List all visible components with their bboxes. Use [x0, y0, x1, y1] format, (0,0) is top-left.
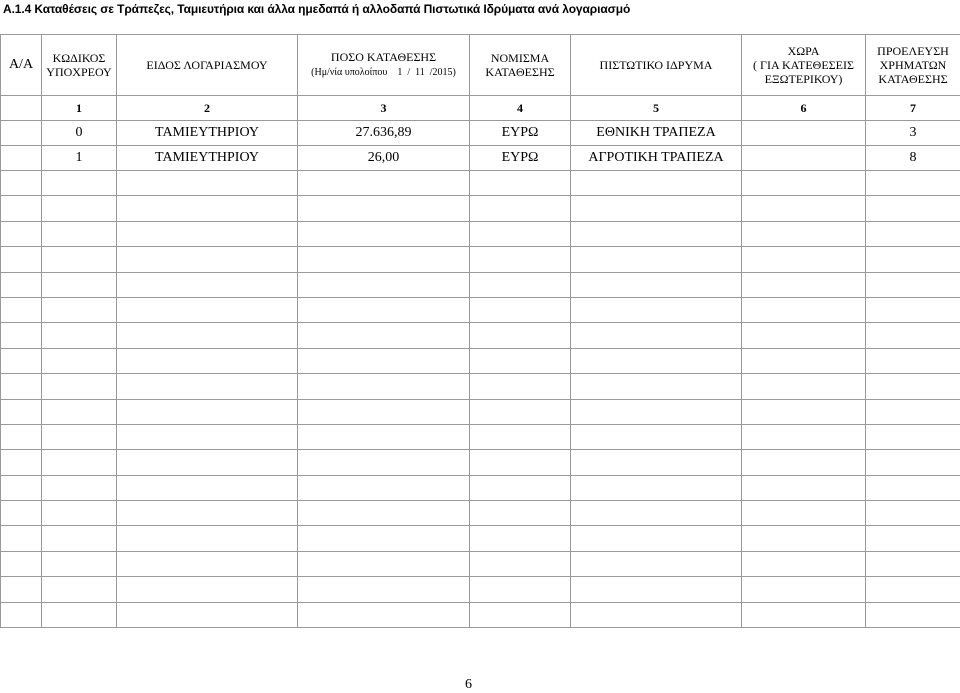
empty-cell: [742, 501, 866, 526]
empty-cell: [117, 297, 298, 322]
column-number: 3: [298, 96, 470, 121]
empty-cell: [117, 399, 298, 424]
cell-aa: [1, 121, 42, 146]
empty-cell: [42, 374, 117, 399]
empty-cell: [866, 450, 960, 475]
empty-table-row: [1, 450, 960, 475]
empty-cell: [42, 551, 117, 576]
empty-cell: [866, 526, 960, 551]
empty-cell: [1, 221, 42, 246]
empty-cell: [298, 196, 470, 221]
empty-cell: [1, 526, 42, 551]
empty-cell: [571, 247, 742, 272]
empty-table-row: [1, 247, 960, 272]
empty-cell: [742, 577, 866, 602]
empty-cell: [571, 424, 742, 449]
empty-cell: [742, 602, 866, 627]
header-currency-line1: ΝΟΜΙΣΜΑ: [491, 51, 549, 65]
empty-cell: [571, 323, 742, 348]
empty-table-row: [1, 399, 960, 424]
column-number: 2: [117, 96, 298, 121]
header-row: [1, 35, 960, 96]
empty-cell: [470, 501, 571, 526]
empty-cell: [117, 247, 298, 272]
empty-cell: [1, 475, 42, 500]
header-amount-line1: ΠΟΣΟ ΚΑΤΑΘΕΣΗΣ: [331, 50, 436, 64]
header-origin-line1: ΠΡΟΕΛΕΥΣΗ: [877, 44, 949, 58]
empty-cell: [470, 526, 571, 551]
header-currency-line2: ΚΑΤΑΘΕΣΗΣ: [485, 65, 554, 79]
empty-table-row: [1, 602, 960, 627]
empty-cell: [742, 323, 866, 348]
cell-currency: ΕΥΡΩ: [470, 121, 571, 146]
header-code-line2: ΥΠΟΧΡΕΟΥ: [46, 65, 111, 79]
empty-cell: [866, 272, 960, 297]
cell-origin: 3: [866, 121, 960, 146]
empty-cell: [298, 551, 470, 576]
empty-cell: [470, 297, 571, 322]
empty-cell: [117, 450, 298, 475]
header-code: [42, 35, 117, 96]
empty-cell: [470, 475, 571, 500]
empty-cell: [470, 577, 571, 602]
empty-cell: [1, 247, 42, 272]
empty-cell: [1, 323, 42, 348]
empty-cell: [866, 399, 960, 424]
empty-cell: [1, 399, 42, 424]
empty-cell: [117, 602, 298, 627]
empty-cell: [42, 171, 117, 196]
empty-cell: [571, 297, 742, 322]
empty-cell: [117, 221, 298, 246]
empty-table-row: [1, 374, 960, 399]
empty-cell: [571, 196, 742, 221]
empty-cell: [117, 348, 298, 373]
cell-code: 1: [42, 146, 117, 171]
empty-cell: [1, 196, 42, 221]
column-number: 1: [42, 96, 117, 121]
empty-cell: [298, 450, 470, 475]
empty-table-row: [1, 551, 960, 576]
empty-cell: [42, 297, 117, 322]
empty-cell: [117, 526, 298, 551]
empty-cell: [866, 374, 960, 399]
empty-table-row: [1, 221, 960, 246]
empty-cell: [1, 171, 42, 196]
empty-cell: [42, 272, 117, 297]
empty-cell: [470, 221, 571, 246]
header-amount-line2: (Ημ/νία υπολοίπου 1 / 11 /2015): [298, 66, 469, 80]
empty-cell: [1, 348, 42, 373]
empty-cell: [298, 424, 470, 449]
empty-cell: [117, 171, 298, 196]
empty-cell: [1, 297, 42, 322]
empty-cell: [742, 247, 866, 272]
empty-cell: [117, 374, 298, 399]
empty-cell: [571, 450, 742, 475]
empty-cell: [571, 577, 742, 602]
empty-cell: [742, 272, 866, 297]
empty-cell: [571, 551, 742, 576]
empty-cell: [117, 501, 298, 526]
deposits-table: [0, 34, 960, 628]
document-title: Α.1.4 Καταθέσεις σε Τράπεζες, Ταμιευτήρια και άλλα ημεδαπά ή αλλοδαπά Πιστωτικά Ιδρύματα ανά λογαριασμό: [3, 2, 630, 16]
empty-cell: [42, 602, 117, 627]
empty-cell: [866, 348, 960, 373]
empty-cell: [571, 348, 742, 373]
empty-cell: [866, 577, 960, 602]
column-number: 5: [571, 96, 742, 121]
empty-cell: [298, 577, 470, 602]
empty-table-row: [1, 171, 960, 196]
empty-cell: [866, 551, 960, 576]
header-institution: ΠΙΣΤΩΤΙΚΟ ΙΔΡΥΜΑ: [571, 35, 742, 96]
empty-cell: [117, 196, 298, 221]
cell-institution: ΕΘΝΙΚΗ ΤΡΑΠΕΖΑ: [571, 121, 742, 146]
empty-cell: [470, 399, 571, 424]
empty-cell: [742, 171, 866, 196]
empty-cell: [1, 424, 42, 449]
empty-cell: [298, 399, 470, 424]
empty-cell: [866, 323, 960, 348]
empty-cell: [742, 526, 866, 551]
empty-cell: [571, 399, 742, 424]
empty-table-row: [1, 577, 960, 602]
empty-cell: [298, 475, 470, 500]
empty-cell: [742, 450, 866, 475]
empty-cell: [742, 475, 866, 500]
empty-cell: [571, 272, 742, 297]
header-country-line2: ( ΓΙΑ ΚΑΤΕΘΕΣΕΙΣ: [753, 58, 854, 72]
header-country: [742, 35, 866, 96]
empty-cell: [1, 450, 42, 475]
empty-cell: [298, 171, 470, 196]
cell-amount: 26,00: [298, 146, 470, 171]
empty-cell: [117, 577, 298, 602]
empty-cell: [42, 196, 117, 221]
cell-institution: ΑΓΡΟΤΙΚΗ ΤΡΑΠΕΖΑ: [571, 146, 742, 171]
column-number-aa: [1, 96, 42, 121]
empty-table-row: [1, 424, 960, 449]
empty-cell: [866, 171, 960, 196]
empty-cell: [866, 196, 960, 221]
empty-cell: [742, 221, 866, 246]
empty-cell: [742, 297, 866, 322]
header-currency: [470, 35, 571, 96]
header-origin-line2: ΧΡΗΜΑΤΩΝ: [880, 58, 947, 72]
cell-origin: 8: [866, 146, 960, 171]
empty-cell: [571, 374, 742, 399]
empty-cell: [571, 526, 742, 551]
empty-cell: [1, 272, 42, 297]
empty-cell: [117, 424, 298, 449]
empty-cell: [470, 247, 571, 272]
empty-cell: [42, 221, 117, 246]
empty-cell: [742, 374, 866, 399]
empty-cell: [866, 221, 960, 246]
cell-account-type: ΤΑΜΙΕΥΤΗΡΙΟΥ: [117, 121, 298, 146]
cell-account-type: ΤΑΜΙΕΥΤΗΡΙΟΥ: [117, 146, 298, 171]
empty-cell: [571, 602, 742, 627]
empty-table-row: [1, 526, 960, 551]
empty-cell: [298, 221, 470, 246]
empty-cell: [866, 247, 960, 272]
empty-table-row: [1, 323, 960, 348]
header-origin: [866, 35, 960, 96]
column-number: 4: [470, 96, 571, 121]
empty-cell: [298, 323, 470, 348]
empty-cell: [866, 602, 960, 627]
empty-cell: [1, 577, 42, 602]
empty-cell: [42, 450, 117, 475]
empty-cell: [470, 424, 571, 449]
column-number: 6: [742, 96, 866, 121]
empty-cell: [298, 247, 470, 272]
header-code-line1: ΚΩΔΙΚΟΣ: [53, 51, 106, 65]
empty-cell: [571, 501, 742, 526]
empty-cell: [42, 475, 117, 500]
empty-cell: [117, 272, 298, 297]
empty-cell: [42, 501, 117, 526]
empty-cell: [470, 450, 571, 475]
empty-cell: [298, 348, 470, 373]
table-row: [1, 146, 960, 171]
empty-cell: [742, 424, 866, 449]
empty-cell: [42, 526, 117, 551]
empty-cell: [1, 551, 42, 576]
empty-cell: [866, 501, 960, 526]
header-amount: [298, 35, 470, 96]
empty-cell: [42, 323, 117, 348]
empty-cell: [866, 297, 960, 322]
empty-table-row: [1, 297, 960, 322]
empty-table-row: [1, 196, 960, 221]
empty-cell: [42, 348, 117, 373]
empty-cell: [470, 272, 571, 297]
cell-country: [742, 121, 866, 146]
empty-cell: [298, 602, 470, 627]
empty-table-row: [1, 348, 960, 373]
empty-cell: [866, 475, 960, 500]
empty-cell: [571, 475, 742, 500]
cell-country: [742, 146, 866, 171]
empty-table-row: [1, 272, 960, 297]
cell-code: 0: [42, 121, 117, 146]
header-origin-line3: ΚΑΤΑΘΕΣΗΣ: [878, 72, 947, 86]
empty-cell: [470, 551, 571, 576]
empty-cell: [42, 247, 117, 272]
empty-cell: [470, 171, 571, 196]
empty-cell: [470, 348, 571, 373]
empty-cell: [742, 551, 866, 576]
table-row: [1, 121, 960, 146]
empty-cell: [1, 374, 42, 399]
empty-cell: [117, 323, 298, 348]
empty-cell: [298, 297, 470, 322]
cell-aa: [1, 146, 42, 171]
cell-amount: 27.636,89: [298, 121, 470, 146]
empty-cell: [298, 374, 470, 399]
header-country-line1: ΧΩΡΑ: [788, 44, 820, 58]
empty-cell: [571, 221, 742, 246]
empty-cell: [1, 501, 42, 526]
empty-cell: [42, 577, 117, 602]
empty-cell: [298, 272, 470, 297]
empty-cell: [42, 399, 117, 424]
empty-cell: [470, 323, 571, 348]
page-number: 6: [465, 677, 472, 693]
empty-cell: [470, 602, 571, 627]
empty-cell: [742, 399, 866, 424]
empty-cell: [571, 171, 742, 196]
empty-table-row: [1, 501, 960, 526]
empty-cell: [470, 374, 571, 399]
empty-cell: [117, 475, 298, 500]
empty-cell: [470, 196, 571, 221]
cell-currency: ΕΥΡΩ: [470, 146, 571, 171]
empty-cell: [298, 526, 470, 551]
empty-cell: [866, 424, 960, 449]
empty-cell: [42, 424, 117, 449]
header-country-line3: ΕΞΩΤΕΡΙΚΟΥ): [765, 72, 843, 86]
empty-cell: [742, 196, 866, 221]
empty-cell: [117, 551, 298, 576]
header-account-type: ΕΙΔΟΣ ΛΟΓΑΡΙΑΣΜΟΥ: [117, 35, 298, 96]
header-aa: Α/Α: [1, 35, 42, 96]
empty-cell: [1, 602, 42, 627]
empty-cell: [742, 348, 866, 373]
empty-cell: [298, 501, 470, 526]
empty-table-row: [1, 475, 960, 500]
column-number-row: [1, 96, 960, 121]
column-number: 7: [866, 96, 960, 121]
